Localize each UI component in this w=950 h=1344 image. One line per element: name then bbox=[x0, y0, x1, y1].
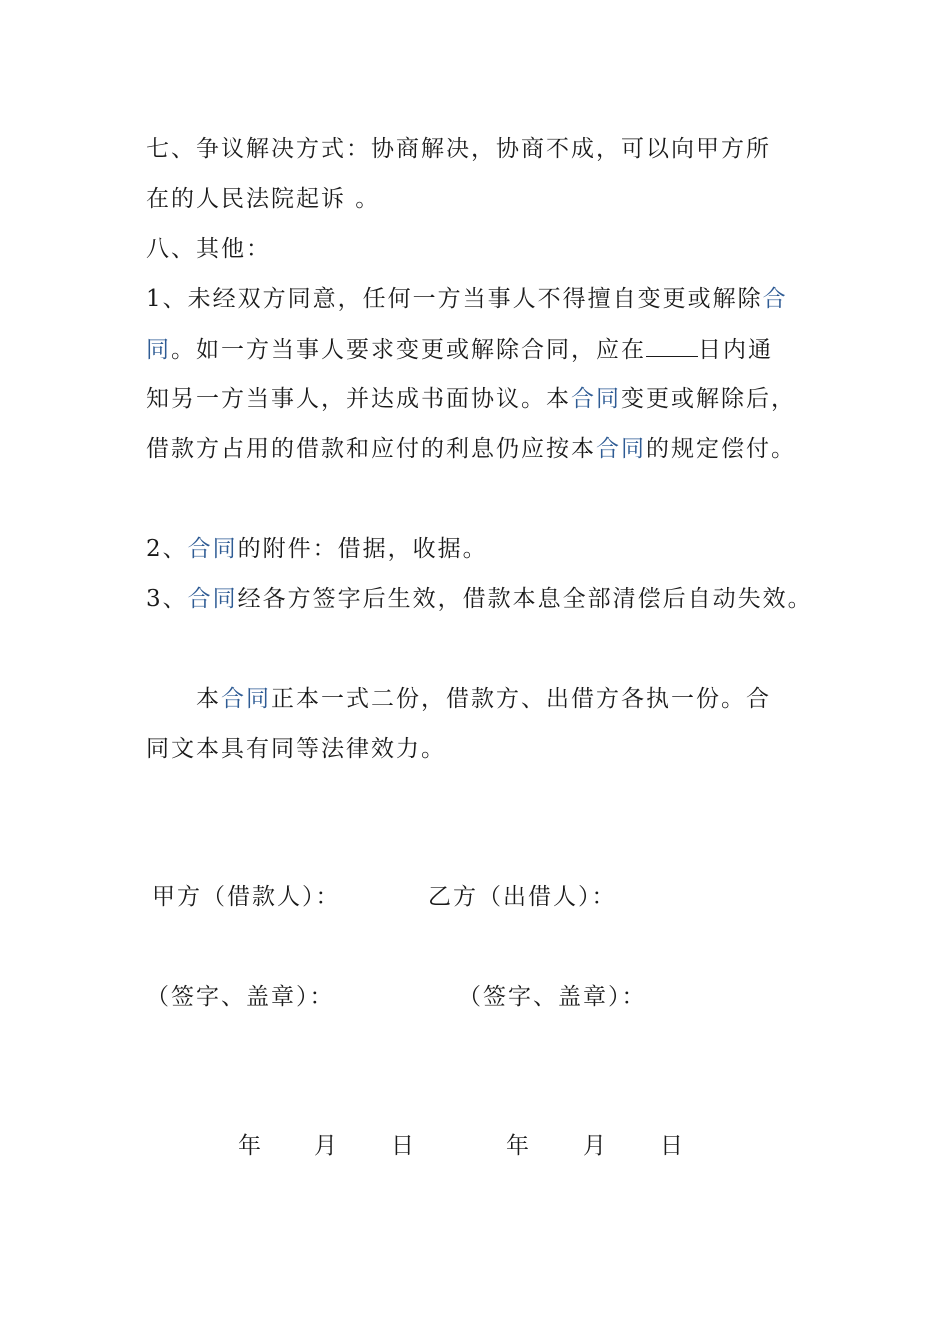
dispute-clause-line-2 bbox=[146, 184, 380, 214]
contract-link[interactable]: 合同 bbox=[221, 686, 271, 712]
copies-line-2 bbox=[146, 734, 446, 764]
party-b-date-day: 日 bbox=[660, 1133, 683, 1159]
copies-text: 同文本具有同等法律效力。 bbox=[146, 736, 446, 762]
item2-line bbox=[146, 534, 488, 564]
item1-line-1 bbox=[146, 284, 788, 314]
party-a-date-month: 月 bbox=[314, 1133, 337, 1159]
item1-text: 借款方占用的借款和应付的利息仍应按本 bbox=[146, 436, 596, 462]
copies-text: 正本一式二份，借款方、出借方各执一份。合 bbox=[271, 686, 771, 712]
party-a-date-year: 年 bbox=[238, 1133, 261, 1159]
item1-text: 日内通 bbox=[698, 337, 773, 363]
contract-link[interactable]: 合同 bbox=[187, 586, 238, 612]
contract-link[interactable]: 合 bbox=[762, 286, 788, 312]
item1-line-4 bbox=[146, 434, 796, 464]
item2-text: 的附件：借据，收据。 bbox=[237, 536, 488, 562]
heading-text: 八、其他： bbox=[146, 236, 271, 262]
contract-link[interactable]: 合同 bbox=[571, 386, 621, 412]
dispute-text: 七、争议解决方式：协商解决，协商不成，可以向甲方所 bbox=[146, 136, 771, 162]
item1-text: 。如一方当事人要求变更或解除合同，应在 bbox=[171, 337, 646, 363]
item1-text: 知另一方当事人，并达成书面协议。本 bbox=[146, 386, 571, 412]
item3-line bbox=[146, 584, 813, 614]
contract-link[interactable]: 同 bbox=[146, 337, 171, 363]
item1-text: 变更或解除后， bbox=[621, 386, 796, 412]
party-b-date-year: 年 bbox=[506, 1133, 529, 1159]
party-a-label: 甲方（借款人）： bbox=[152, 884, 341, 910]
party-b-date-month: 月 bbox=[583, 1133, 606, 1159]
dispute-clause-line-1 bbox=[146, 134, 771, 164]
contract-link[interactable]: 合同 bbox=[596, 436, 646, 462]
copies-line-1 bbox=[196, 684, 771, 714]
other-heading bbox=[146, 234, 271, 264]
copies-text: 本 bbox=[196, 686, 221, 712]
dispute-text: 在的人民法院起诉 。 bbox=[146, 186, 381, 212]
party-a-sign-label: （签字、盖章）： bbox=[146, 984, 335, 1010]
item3-text: 经各方签字后生效，借款本息全部清偿后自动失效。 bbox=[237, 586, 813, 612]
item1-text: 的规定偿付。 bbox=[646, 436, 796, 462]
item-number: 2、 bbox=[146, 536, 188, 562]
party-b-label: 乙方（出借人）： bbox=[428, 884, 617, 910]
contract-link[interactable]: 合同 bbox=[187, 536, 238, 562]
item1-text: 1、未经双方同意，任何一方当事人不得擅自变更或解除 bbox=[146, 286, 763, 312]
party-a-date-day: 日 bbox=[391, 1133, 414, 1159]
item1-line-3 bbox=[146, 384, 796, 414]
item-number: 3、 bbox=[146, 586, 188, 612]
item1-line-2 bbox=[146, 334, 773, 365]
party-b-sign-label: （签字、盖章）： bbox=[458, 984, 647, 1010]
days-blank bbox=[646, 334, 698, 357]
